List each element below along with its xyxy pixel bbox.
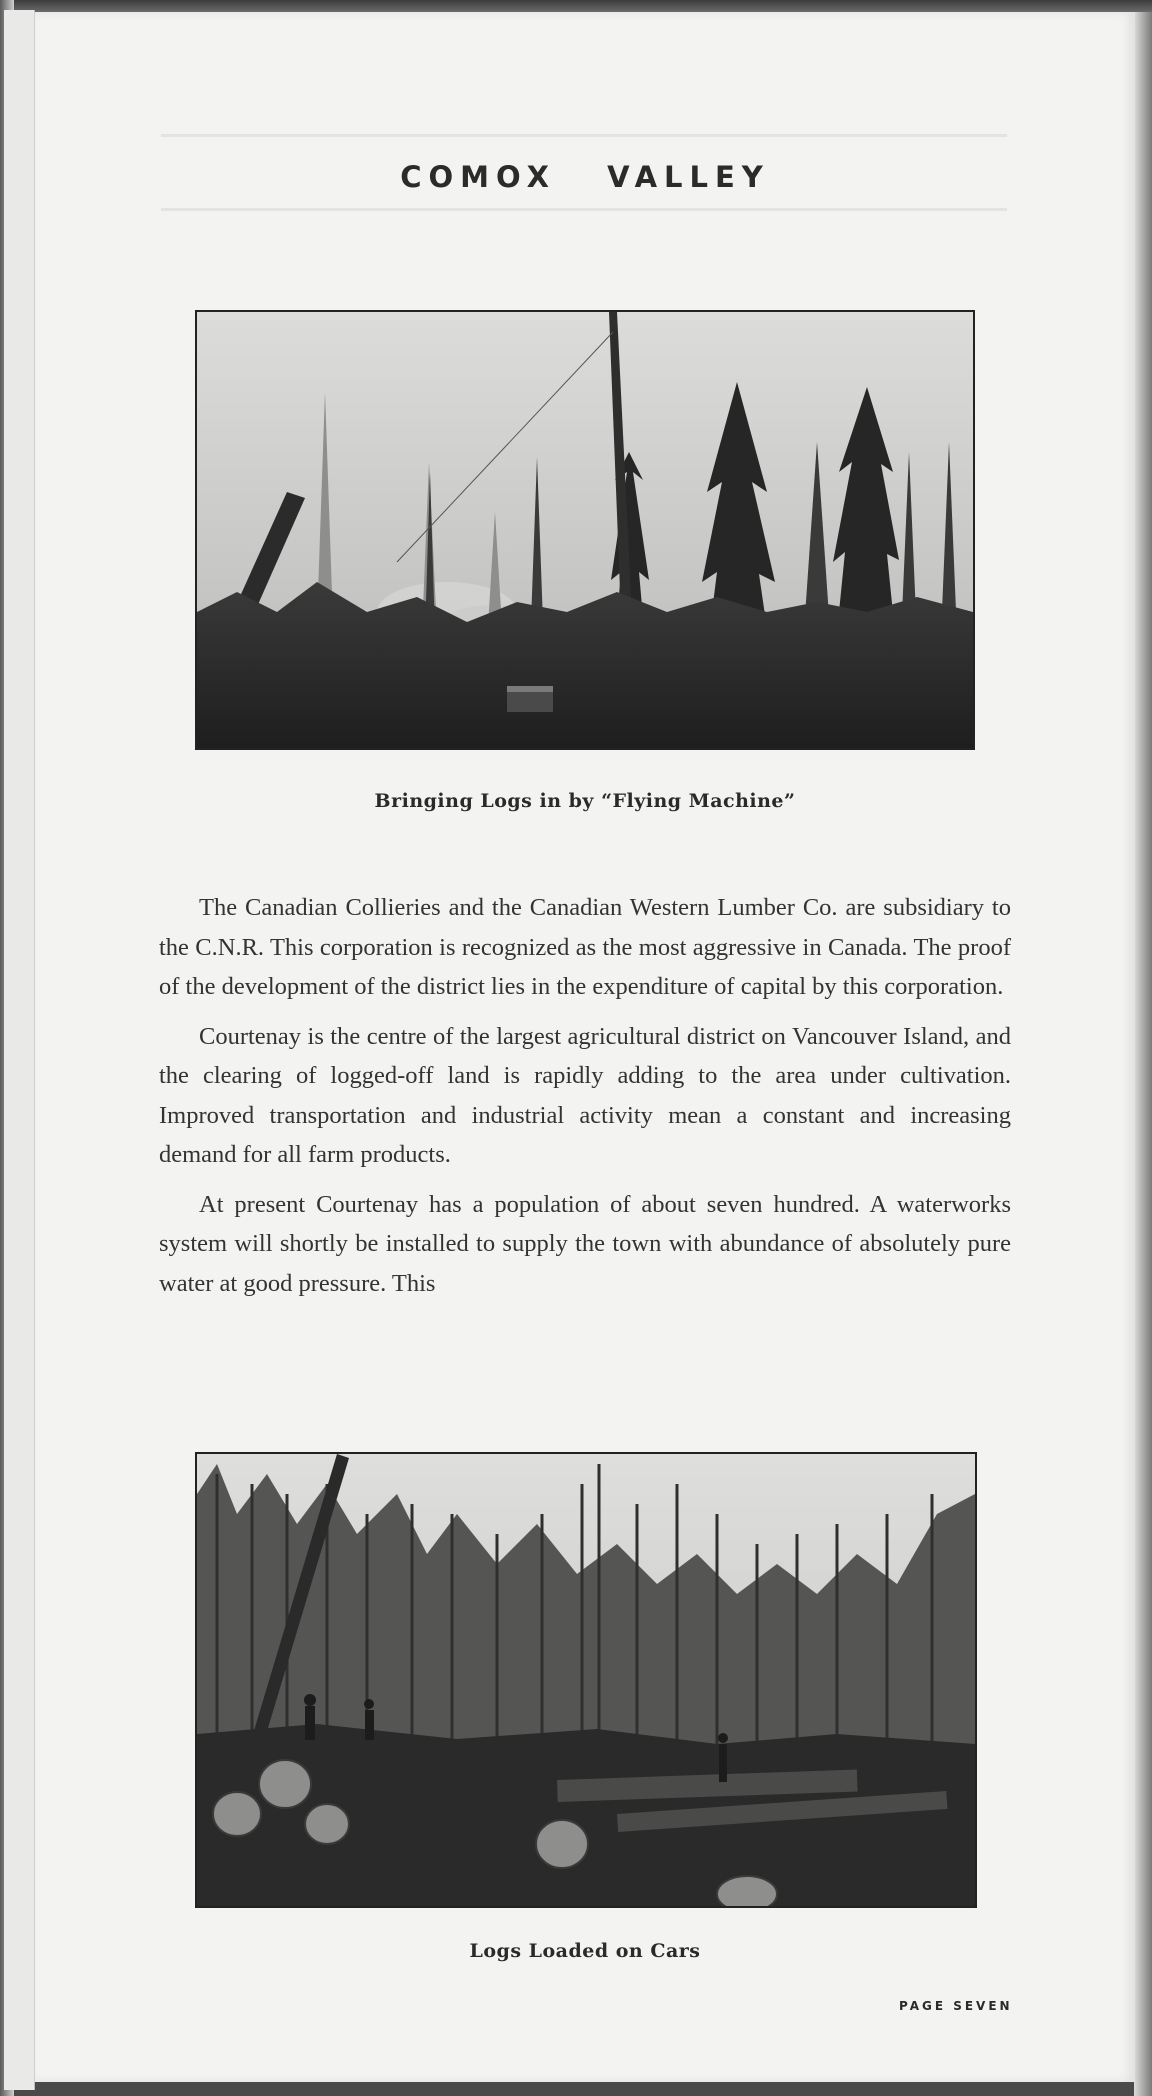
page-number: PAGE SEVEN bbox=[899, 1999, 1013, 2013]
photo-logs-loaded bbox=[195, 1452, 977, 1908]
photo-flying-machine bbox=[195, 310, 975, 750]
photo-logs-loaded-image bbox=[197, 1454, 975, 1906]
body-text bbox=[159, 888, 1011, 1313]
paragraph-agriculture: Courtenay is the centre of the largest agricultural district on Vancouver Island, and the clearing of logged-off land is rapidly adding to the area under cultivation. Improved transportation and industrial activity mean a constant and increasing demand for all farm products. bbox=[159, 1022, 1011, 1168]
scan-edge-right bbox=[1134, 12, 1152, 2096]
header-rule-bottom bbox=[161, 208, 1007, 211]
scan-edge-top bbox=[0, 0, 1152, 12]
photo-flying-machine-image bbox=[197, 312, 973, 748]
paragraph-collieries: The Canadian Collieries and the Canadian Western Lumber Co. are subsidiary to the C.N.R. This corporation is recognized as the most aggressive in Canada. The proof of the development of the district lies in the expenditure of capital by this corporation. bbox=[159, 894, 1011, 1000]
previous-sheet-edge bbox=[4, 10, 35, 2090]
photo-caption-logs-loaded: Logs Loaded on Cars bbox=[469, 1940, 701, 1962]
page-title: COMOX VALLEY bbox=[400, 160, 770, 194]
document-page bbox=[34, 12, 1135, 2082]
photo-caption-flying-machine: Bringing Logs in by “Flying Machine” bbox=[374, 790, 796, 812]
header-rule-top bbox=[161, 134, 1007, 137]
paragraph-population: At present Courtenay has a population of about seven hundred. A waterworks system will shortly be installed to supply the town with abundance of absolutely pure water at good pressure. This bbox=[159, 1190, 1011, 1297]
